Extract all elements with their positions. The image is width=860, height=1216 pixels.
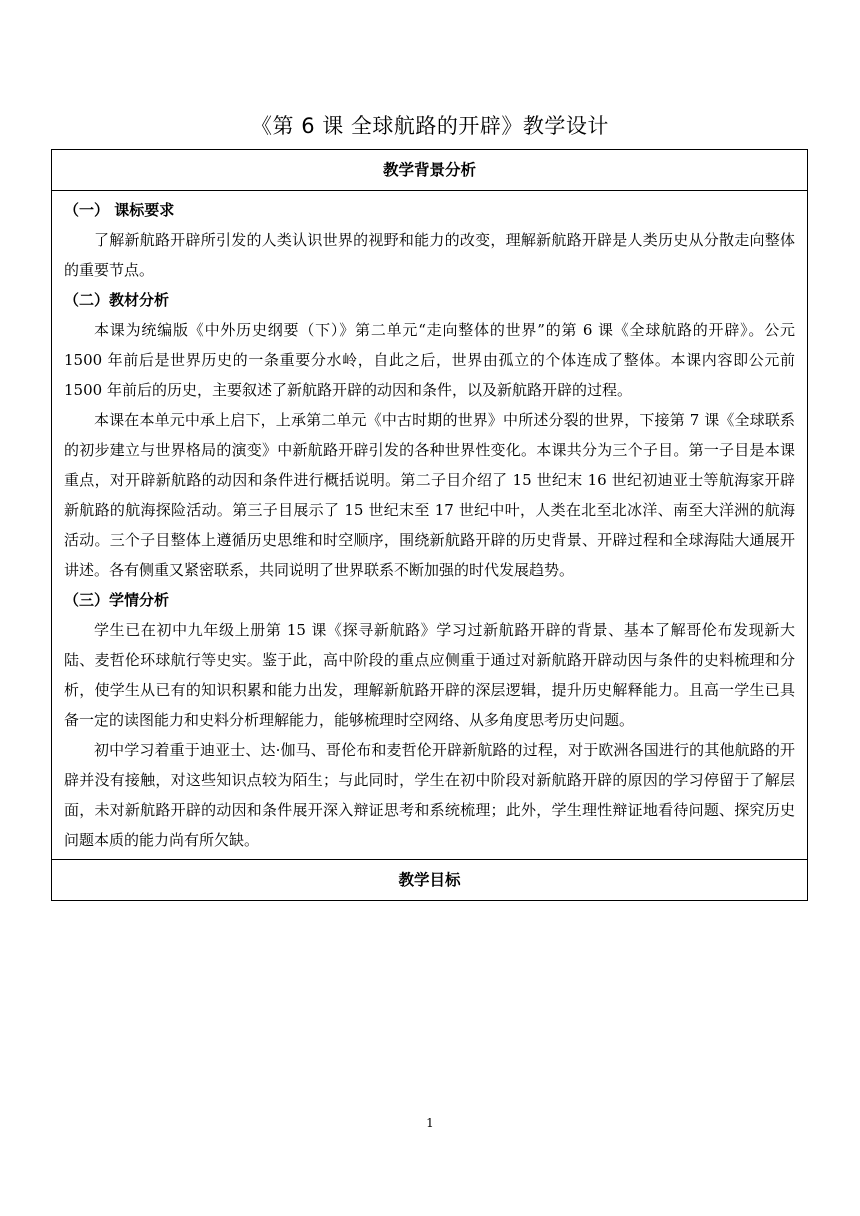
page-number: 1 (426, 1116, 434, 1130)
paragraph-textbook-1: 本课为统编版《中外历史纲要（下）》第二单元“走向整体的世界”的第 6 课《全球航路的开辟》。公元 1500 年前后是世界历史的一条重要分水岭，自此之后，世界由孤立的个体连成了整体。本课内容即公元前 1500 年前后的历史，主要叙述了新航路开辟的动因和条件，以及新航路开辟的过程。 (64, 321, 795, 399)
section-header-objectives: 教学目标 (52, 859, 807, 900)
document-title: 《第 6 课 全球航路的开辟》教学设计 (251, 114, 609, 138)
paragraph-student-2: 初中学习着重于迪亚士、达·伽马、哥伦布和麦哲伦开辟新航路的过程，对于欧洲各国进行的其他航路的开辟并没有接触，对这些知识点较为陌生；与此同时，学生在初中阶段对新航路开辟的原因的学习停留于了解层面，未对新航路开辟的动因和条件展开深入辩证思考和系统梳理；此外，学生理性辩证地看待问题、探究历史问题本质的能力尚有所欠缺。 (64, 741, 795, 849)
lesson-design-table (51, 149, 808, 901)
heading-curriculum-requirements: （一） 课标要求 (64, 201, 175, 219)
heading-textbook-analysis: （二）教材分析 (64, 291, 170, 309)
paragraph-student-1: 学生已在初中九年级上册第 15 课《探寻新航路》学习过新航路开辟的背景、基本了解哥伦布发现新大陆、麦哲伦环球航行等史实。鉴于此，高中阶段的重点应侧重于通过对新航路开辟动因与条件的史料梳理和分析，使学生从已有的知识积累和能力出发，理解新航路开辟的深层逻辑，提升历史解释能力。且高一学生已具备一定的读图能力和史料分析理解能力，能够梳理时空网络、从多角度思考历史问题。 (64, 621, 795, 729)
paragraph-curriculum: 了解新航路开辟所引发的人类认识世界的视野和能力的改变，理解新航路开辟是人类历史从分散走向整体的重要节点。 (64, 231, 795, 279)
background-analysis-content (52, 190, 807, 859)
section-header-background: 教学背景分析 (382, 161, 476, 179)
paragraph-textbook-2: 本课在本单元中承上启下，上承第二单元《中古时期的世界》中所述分裂的世界，下接第 7 课《全球联系的初步建立与世界格局的演变》中新航路开辟引发的各种世界性变化。本课共分为三个子目。第一子目是本课重点，对开辟新航路的动因和条件进行概括说明。第二子目介绍了 15 世纪末 16 世纪初迪亚士等航海家开辟新航路的航海探险活动。第三子目展示了 15 世纪末至 17 世纪中叶，人类在北至北冰洋、南至大洋洲的航海活动。三个子目整体上遵循历史思维和时空顺序，围绕新航路开辟的历史背景、开辟过程和全球海陆大通展开讲述。各有侧重又紧密联系，共同说明了世界联系不断加强的时代发展趋势。 (64, 411, 795, 579)
heading-student-analysis: （三）学情分析 (64, 591, 170, 609)
